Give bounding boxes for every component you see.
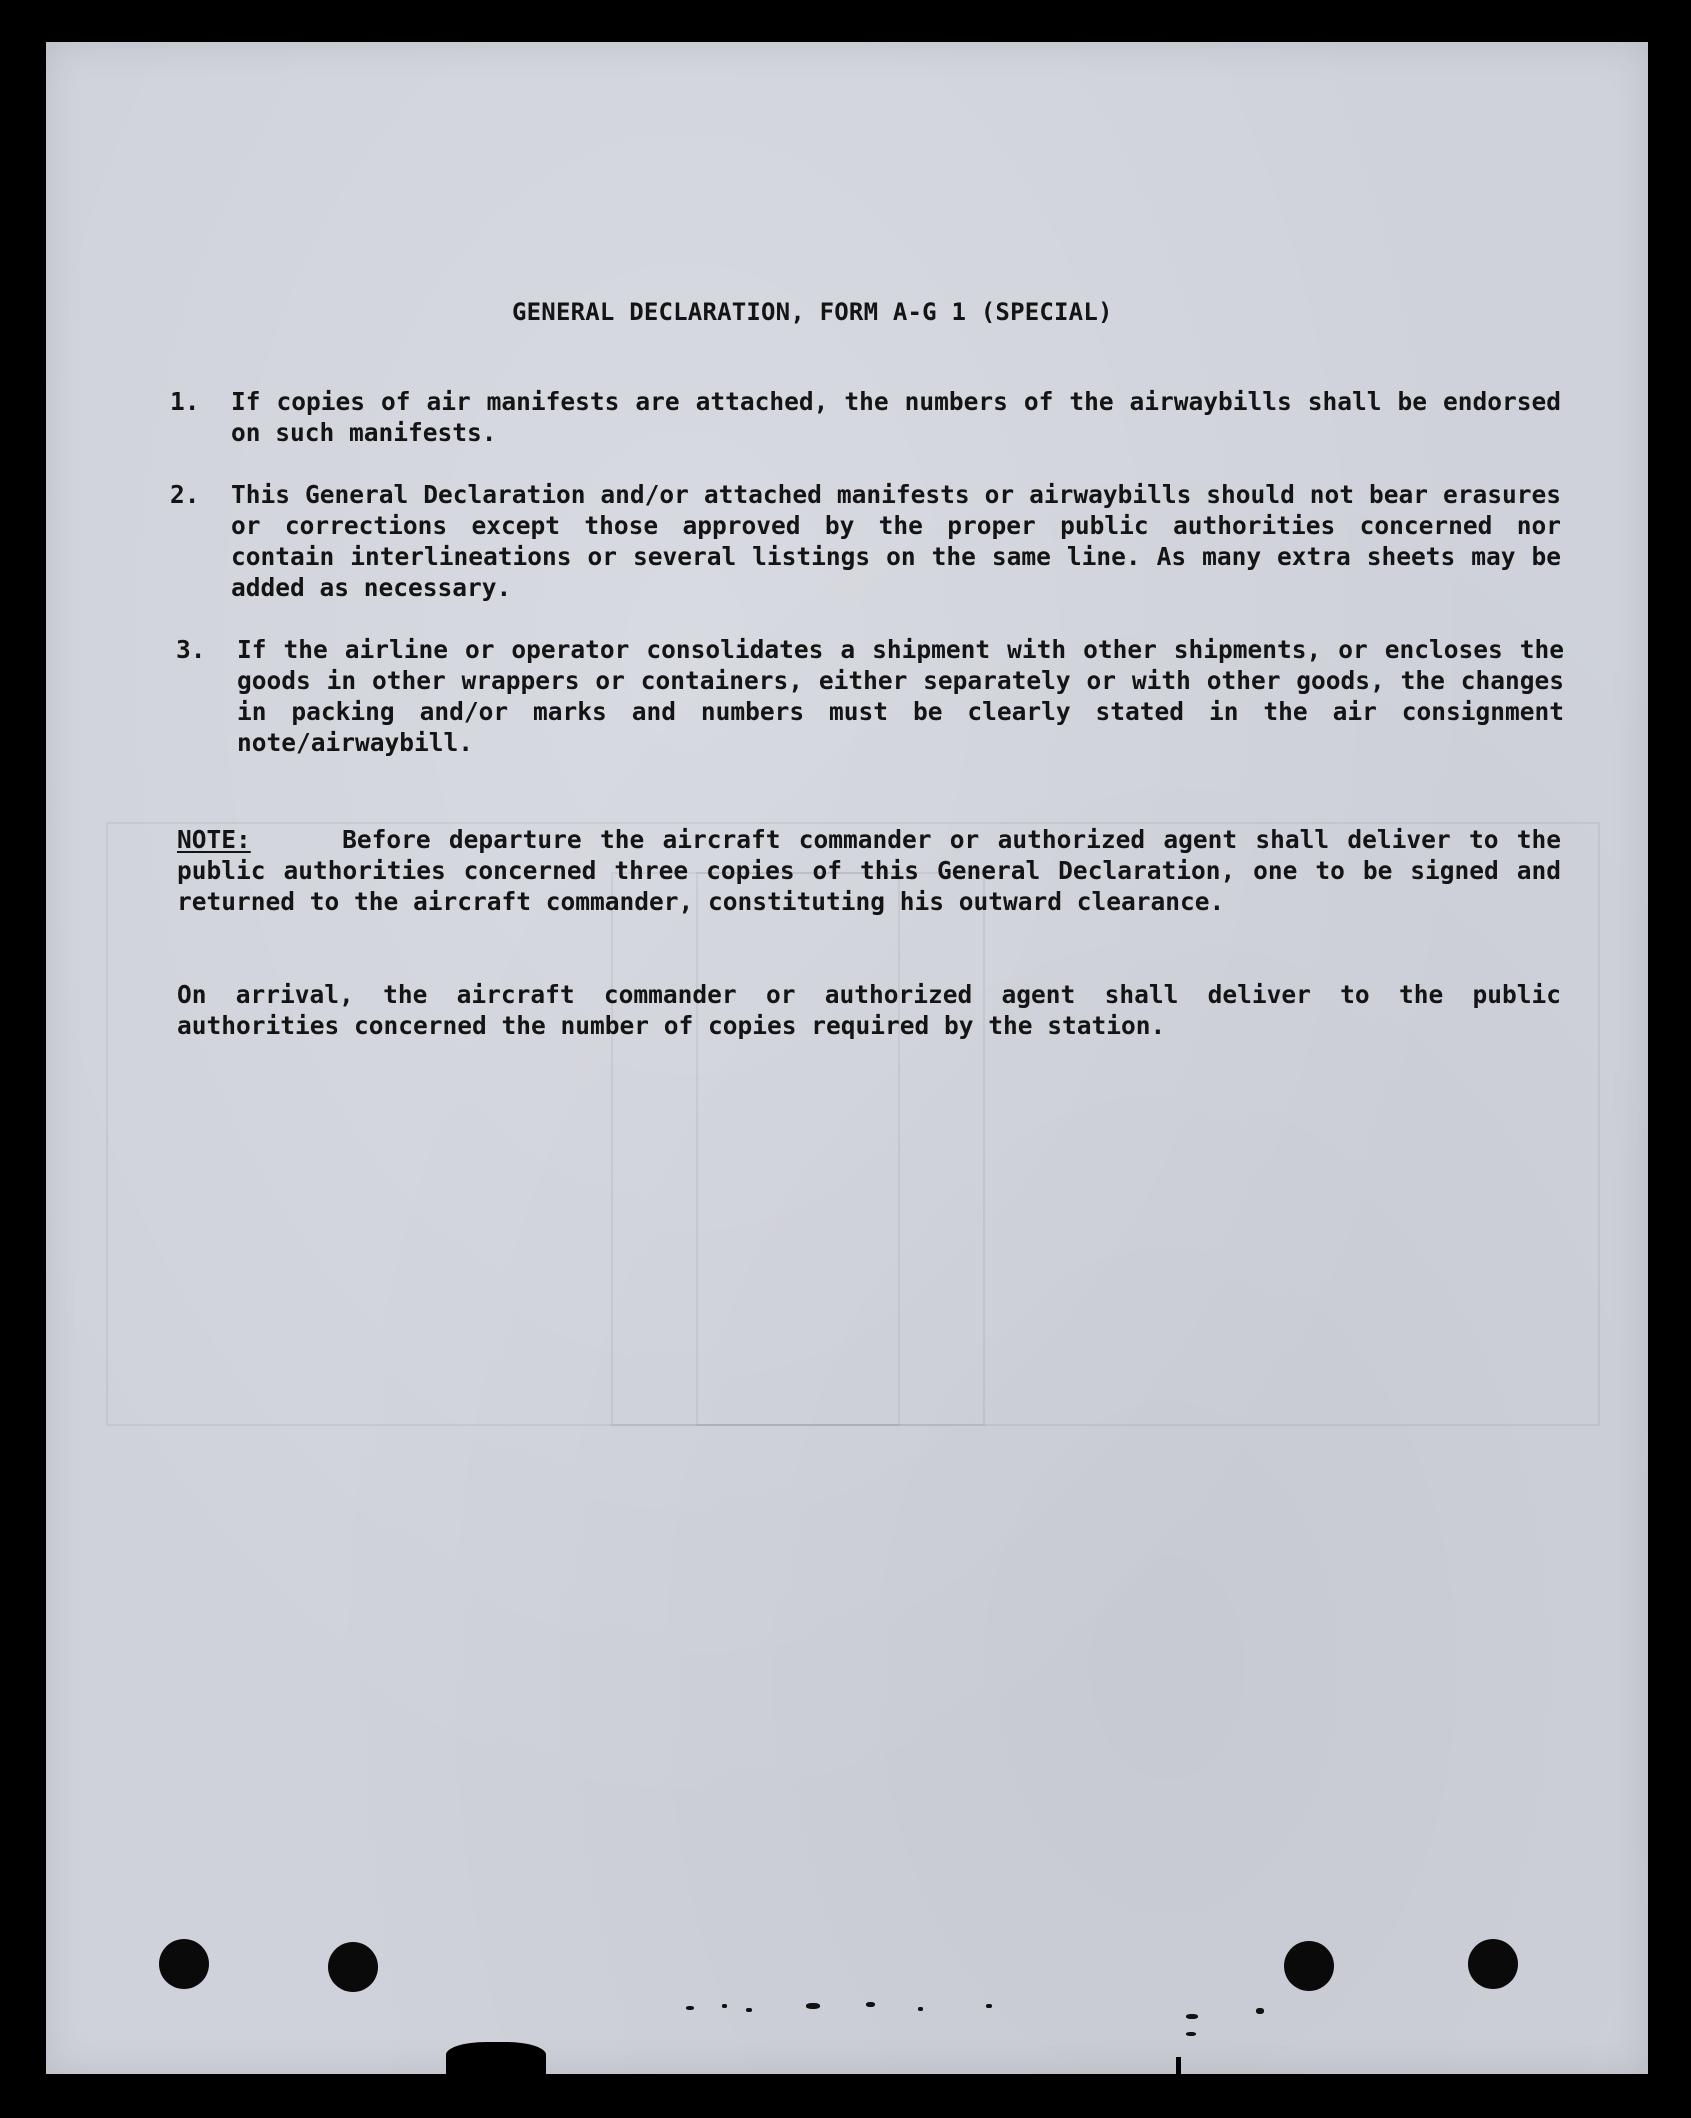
arrival-paragraph: On arrival, the aircraft commander or authorized agent shall deliver to the public authorities concerned the number of copies required by the station. bbox=[177, 980, 1561, 1040]
punch-hole bbox=[1284, 1941, 1334, 1991]
bleed-through-column bbox=[696, 872, 900, 1426]
document-page bbox=[46, 42, 1648, 2074]
speck bbox=[746, 2008, 752, 2012]
document-title: GENERAL DECLARATION, FORM A-G 1 (SPECIAL) bbox=[512, 298, 1113, 326]
speck bbox=[1256, 2008, 1264, 2014]
note-text: Before departure the aircraft commander or authorized agent shall deliver to the public authorities concerned three copies of this General Declaration, one to be signed and returned to the aircraft commander, constituting his outward clearance. bbox=[177, 825, 1561, 916]
edge-tear bbox=[446, 2042, 546, 2074]
edge-tear bbox=[1176, 2057, 1181, 2074]
item-number: 1. bbox=[170, 387, 200, 416]
item-text: This General Declaration and/or attached manifests or airwaybills should not bear erasures or corrections except those approved by the proper public authorities concerned nor contain interlineations or several listings on the same line. As many extra sheets may be added as necessary. bbox=[231, 480, 1561, 602]
speck bbox=[722, 2004, 727, 2008]
speck bbox=[986, 2004, 992, 2008]
item-number: 2. bbox=[170, 480, 200, 509]
item-text: If copies of air manifests are attached, the numbers of the airwaybills shall be endorsed on such manifests. bbox=[231, 387, 1561, 447]
punch-hole bbox=[159, 1939, 209, 1989]
speck bbox=[686, 2006, 694, 2010]
speck bbox=[1186, 2032, 1196, 2036]
speck bbox=[918, 2007, 923, 2011]
item-number: 3. bbox=[176, 635, 206, 664]
punch-hole bbox=[328, 1942, 378, 1992]
note-label: NOTE: bbox=[177, 825, 251, 854]
speck bbox=[1186, 2014, 1198, 2019]
punch-hole bbox=[1468, 1939, 1518, 1989]
speck bbox=[806, 2003, 820, 2009]
speck bbox=[866, 2002, 875, 2007]
note-paragraph bbox=[177, 824, 1561, 917]
item-text: If the airline or operator consolidates a shipment with other shipments, or encloses the goods in other wrappers or containers, either separately or with other goods, the changes in packing and/or marks and numbers must be clearly stated in the air consignment note/airwaybill. bbox=[237, 635, 1564, 757]
